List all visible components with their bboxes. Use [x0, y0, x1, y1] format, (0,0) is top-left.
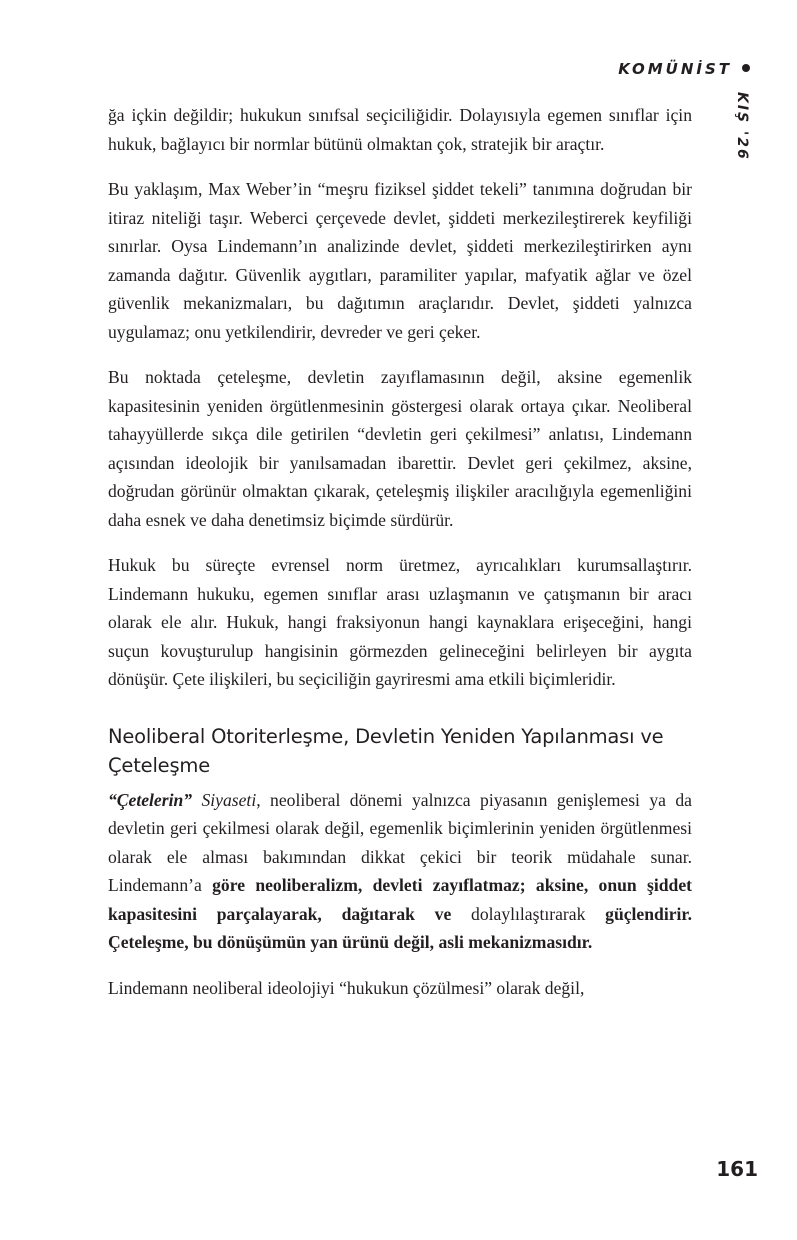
book-title-part-1: “Çetelerin” — [108, 789, 193, 810]
journal-title: KOMÜNİST — [618, 60, 732, 78]
section-heading: Neoliberal Otoriterleşme, Devletin Yeniden Yapılanması ve Çeteleşme — [108, 724, 664, 777]
paragraph-4: Hukuk bu süreçte evrensel norm üretmez, ayrıcalıkları kurumsallaştırır. Lindemann hukuku, egemen sınıflar arası uzlaşmanın ve çatışmanın bir aracı olarak ele alır. Hukuk, hangi fraksiyonun hangi kaynaklara erişeceğini, hangi suçun kovuşturulup hangisinin görmezden gelineceğini belirleyen bir aygıta dönüşür. Çete ilişkileri, bu seçiciliğin gayriresmi ama etkili biçimleridir. — [108, 555, 692, 689]
section-bold-1: göre neoliberalizm, devleti zayıflatmaz; aksine, onun şiddet kapasitesini parçalayarak, dağıtarak ve — [108, 875, 692, 924]
section-text-1: , neoliberal dönemi yalnızca piyasanın genişlemesi ya da devletin geri çekilmesi olarak değil, egemenlik biçimlerinin yeniden örgütlenmesi olarak ele alması bakımından dikkat çekici bir teorik müdahale sunar. Lindemann’a — [108, 789, 692, 895]
last-paragraph: Lindemann neoliberal ideolojiyi “hukukun çözülmesi” olarak değil, — [108, 977, 585, 998]
section-text-2: dolaylılaştırarak — [451, 903, 606, 924]
page-number: 161 — [716, 1157, 758, 1181]
issue-label: KIŞ '26 — [734, 92, 750, 161]
book-title-part-2: Siyaseti — [192, 789, 257, 810]
paragraph-1: ğa içkin değildir; hukukun sınıfsal seçiciliğidir. Dolayısıyla egemen sınıflar için hukuk, bağlayıcı bir normlar bütünü olmaktan çok, stratejik bir araçtır. — [108, 105, 692, 154]
paragraph-2: Bu yaklaşım, Max Weber’in “meşru fiziksel şiddet tekeli” tanımına doğrudan bir itiraz niteliği taşır. Weberci çerçevede devlet, şiddeti merkezileştirerek keyfiliği sınırlar. Oysa Lindemann’ın analizinde devlet, şiddeti merkezileştirirken aynı zamanda dağıtır. Güvenlik aygıtları, paramiliter yapılar, mafyatik ağlar ve özel güvenlik mekanizmaları, bu dağıtımın araçlarıdır. Devlet, şiddeti yalnızca uygulamaz; onu yetkilendirir, devreder ve geri çeker. — [108, 179, 692, 342]
section-bold-2: güçlendirir. Çeteleşme, bu dönüşümün yan ürünü değil, asli mekanizmasıdır. — [108, 903, 692, 952]
page-body — [108, 101, 692, 1019]
running-header — [560, 60, 750, 88]
bullet-dot-icon — [742, 64, 750, 72]
paragraph-3: Bu noktada çeteleşme, devletin zayıflamasının değil, aksine egemenlik kapasitesinin yeniden örgütlenmesinin göstergesi olarak ortaya çıkar. Neoliberal tahayyüllerde sıkça dile getirilen “devletin geri çekilmesi” anlatısı, Lindemann açısından ideolojik bir yanılsamadan ibarettir. Devlet geri çekilmez, aksine, doğrudan görünür olmaktan çıkarak, çeteleşmiş ilişkiler aracılığıyla egemenliğini daha esnek ve daha denetimsiz biçimde sürdürür. — [108, 367, 692, 530]
section-paragraph-1 — [108, 786, 692, 957]
